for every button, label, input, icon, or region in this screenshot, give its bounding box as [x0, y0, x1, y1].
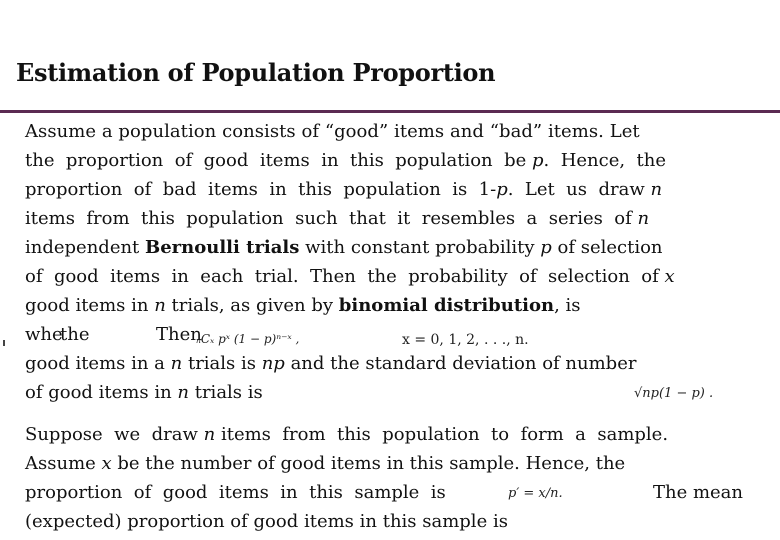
p1-line-9: good items in a n trials is np and the standard deviation of number: [25, 353, 637, 374]
title-divider: [0, 110, 780, 113]
p1-line-7: good items in n trials, as given by binomial distribution, is: [25, 295, 581, 316]
p2-line-3: proportion of good items in this sample is The mean: [25, 482, 743, 503]
p1-line-8: whe the Then: [25, 324, 202, 345]
range-formula: x = 0, 1, 2, . . ., n.: [402, 332, 529, 348]
p1-line-2: the proportion of good items in this population be p. Hence, the: [25, 150, 667, 171]
slide-title: Estimation of Population Proportion: [16, 58, 496, 87]
p1-line-1: Assume a population consists of “good” items and “bad” items. Let: [25, 121, 640, 142]
p2-line-1: Suppose we draw n items from this population to form a sample.: [25, 424, 669, 445]
binomial-formula: ₙCₓ pˣ (1 − p)ⁿ⁻ˣ ,: [196, 332, 300, 346]
margin-mark: [3, 340, 5, 346]
p2-line-4: (expected) proportion of good items in this sample is: [25, 511, 508, 532]
p1-line-4: items from this population such that it resembles a series of n: [25, 208, 650, 229]
p2-line-2: Assume x be the number of good items in this sample. Hence, the: [25, 453, 626, 474]
paragraph-2: [25, 420, 743, 536]
sample-proportion-formula: p′ = x/n.: [508, 486, 563, 501]
p1-line-5: independent Bernoulli trials with constant probability p of selection: [25, 237, 663, 258]
p1-line-6: of good items in each trial. Then the probability of selection of x: [25, 266, 675, 287]
sd-formula: √np(1 − p) .: [634, 386, 714, 401]
paragraph-1: [25, 117, 743, 407]
p1-line-3: proportion of bad items in this population is 1-p. Let us draw n: [25, 179, 663, 200]
p1-line-10: of good items in n trials is: [25, 382, 263, 403]
